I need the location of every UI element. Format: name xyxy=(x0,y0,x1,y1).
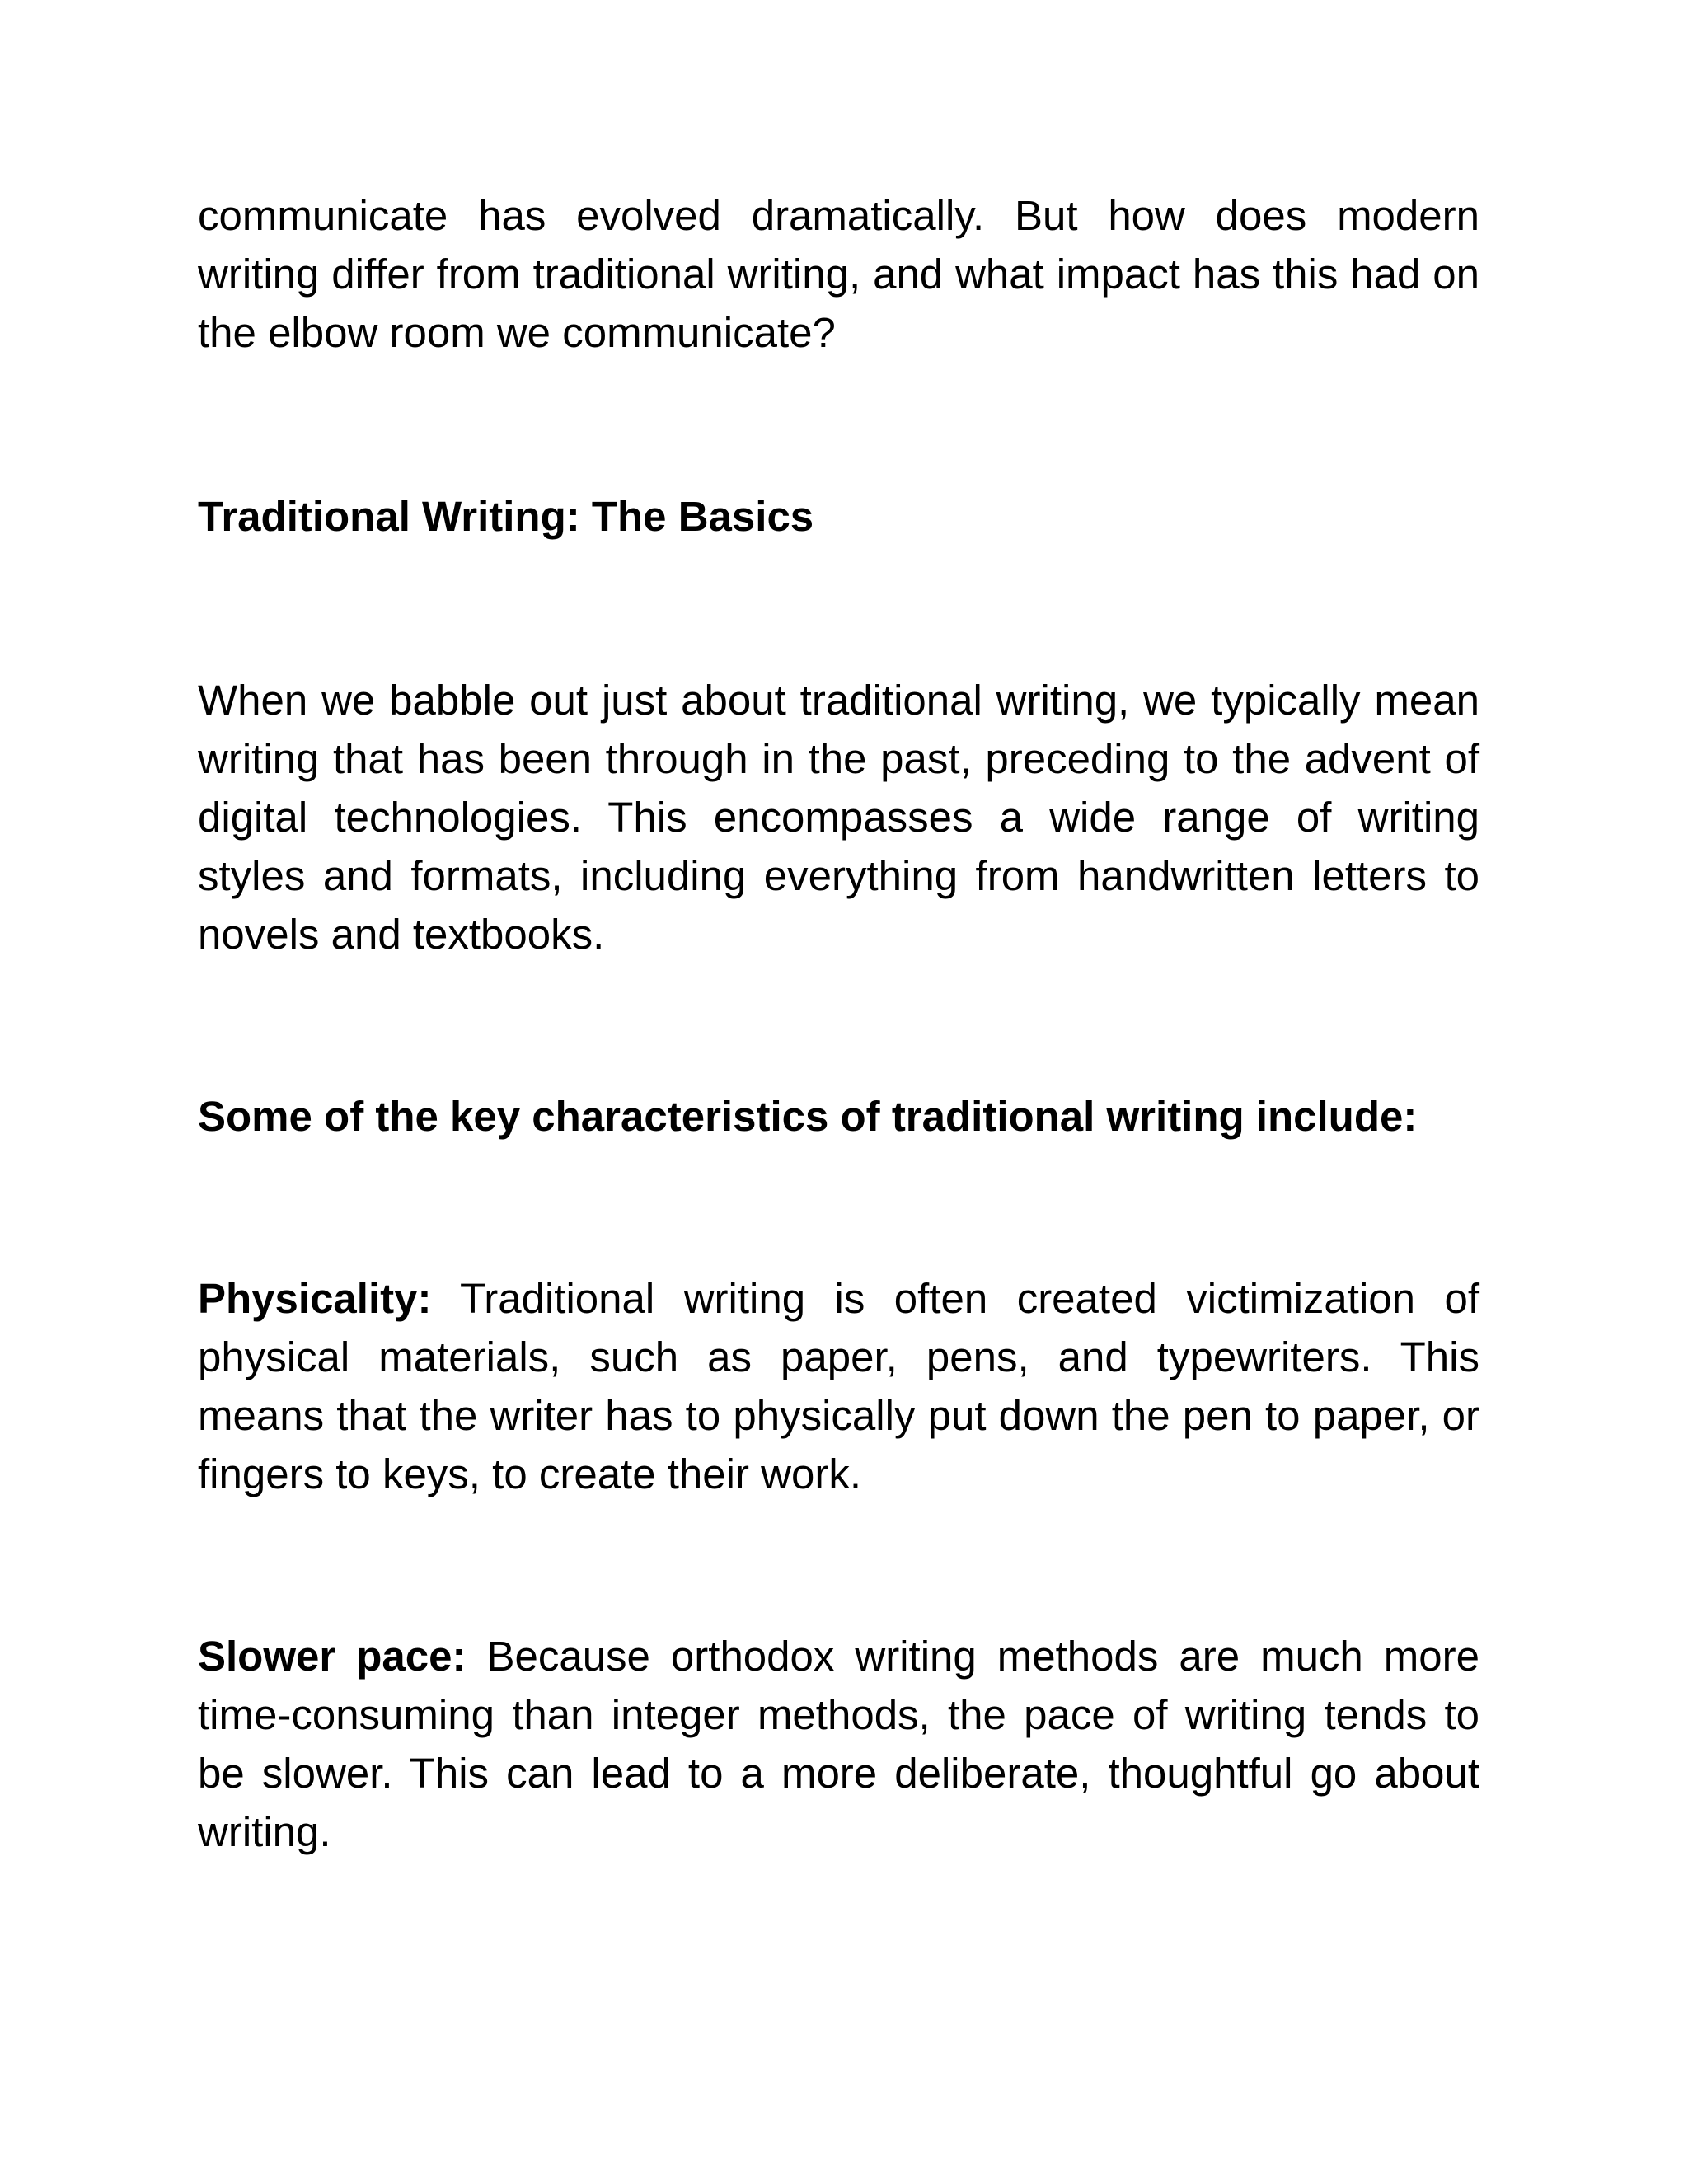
spacer xyxy=(198,1146,1479,1269)
section-heading-characteristics: Some of the key characteristics of traditional writing include: xyxy=(198,1093,1418,1140)
characteristic-text: Traditional writing is often created victimization of physical materials, such as paper, pens, and typewriters. This means that the writer has to physically put down the pen to paper, or fingers to keys, to create their work. xyxy=(198,1275,1479,1497)
document-page xyxy=(198,186,1479,1861)
characteristic-item xyxy=(198,1269,1479,1503)
spacer xyxy=(198,362,1479,487)
characteristic-term: Physicality: xyxy=(198,1275,432,1322)
basics-paragraph: When we babble out just about traditional writing, we typically mean writing that has been through in the past, preceding to the advent of digital technologies. This encompasses a wide range of writing styles and formats, including everything from handwritten letters to novels and textbooks. xyxy=(198,677,1479,958)
spacer xyxy=(198,546,1479,671)
intro-paragraph: communicate has evolved dramatically. But how does modern writing differ from traditional writing, and what impact has this had on the elbow room we communicate? xyxy=(198,192,1479,356)
section-heading-basics: Traditional Writing: The Basics xyxy=(198,493,814,540)
characteristic-term: Slower pace: xyxy=(198,1633,467,1680)
spacer xyxy=(198,1503,1479,1627)
spacer xyxy=(198,963,1479,1087)
characteristic-item xyxy=(198,1627,1479,1861)
characteristic-text: Because orthodox writing methods are much more time-consuming than integer methods, the pace of writing tends to be slower. This can lead to a more deliberate, thoughtful go about writing. xyxy=(198,1633,1479,1855)
